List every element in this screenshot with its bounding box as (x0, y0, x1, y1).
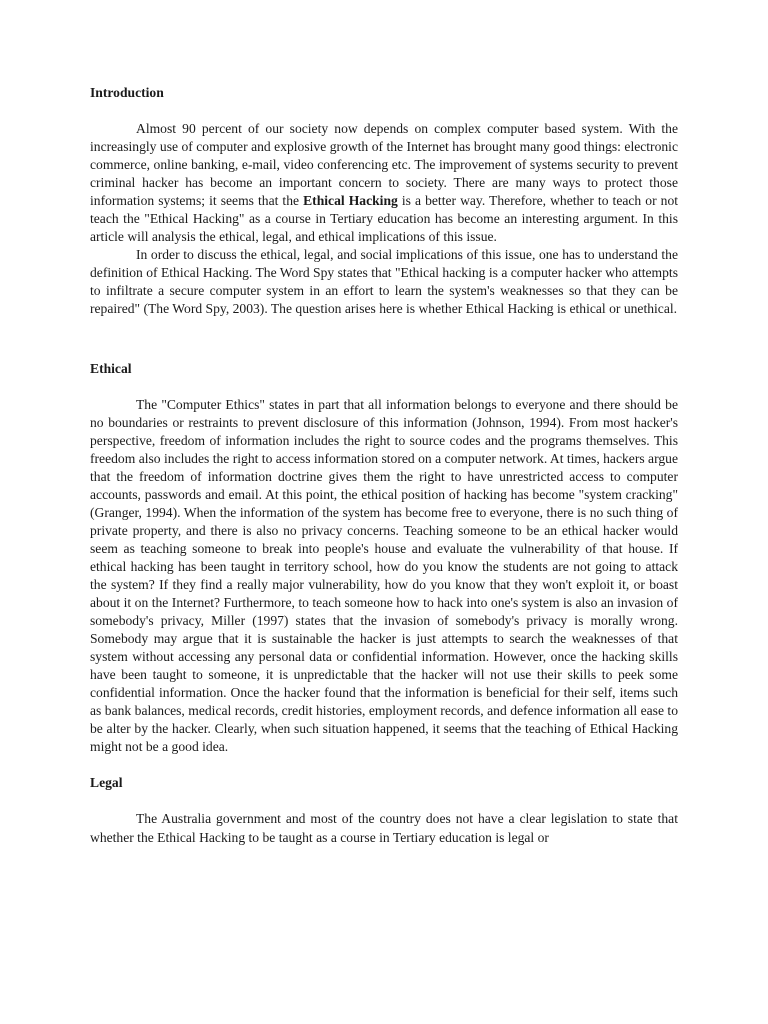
heading-legal: Legal (90, 775, 123, 791)
document-page (90, 84, 678, 847)
intro-paragraph-1-text-a: Almost 90 percent of our society now depends on complex computer based system. With the increasingly use of computer and explosive growth of the Internet has brought many good things: electronic commerce, online banking, e-mail, video conferencing etc. The improvement of systems security to prevent criminal hacker has become an important concern to society. There are many ways to protect those information systems; it seems that the (90, 121, 678, 209)
heading-ethical: Ethical (90, 360, 132, 376)
intro-paragraph-2: In order to discuss the ethical, legal, and social implications of this issue, one has to understand the definition of Ethical Hacking. The Word Spy states that "Ethical hacking is a computer hacker who attempts to infiltrate a secure computer system in an effort to learn the system's weaknesses so that they can be repaired" (The Word Spy, 2003). The question arises here is whether Ethical Hacking is ethical or unethical. (90, 247, 678, 317)
ethical-paragraph-1: The "Computer Ethics" states in part that all information belongs to everyone and there should be no boundaries or restraints to prevent disclosure of this information (Johnson, 1994). From most hacker's perspective, freedom of information includes the right to source codes and the programs themselves. This freedom also includes the right to access information stored on a computer network. At times, hackers argue that the freedom of information doctrine gives them the right to have unrestricted access to computer accounts, passwords and email. At this point, the ethical position of hacking has become "system cracking" (Granger, 1994). When the information of the system has become free to everyone, there is no such thing of private property, and there is also no privacy concerns. Teaching someone to be an ethical hacker would seem as teaching someone to break into people's house and evaluate the vulnerability of that house. If ethical hacking has been taught in territory school, how do you know the students are not going to attack the system? If they find a really major vulnerability, how do you know that they won't exploit it, or boast about it on the Internet? Furthermore, to teach someone how to hack into one's system is also an invasion of somebody's privacy, Miller (1997) states that the invasion of somebody's privacy is morally wrong. Somebody may argue that it is sustainable the hacker is just attempts to search the weaknesses of that system without accessing any personal data or confidential information. However, once the hacking skills have been taught to someone, it is unpredictable that the hacker will not use their skills to peek some confidential information. Once the hacker found that the information is beneficial for their self, items such as bank balances, medical records, credit histories, employment records, and defence information all ease to be alter by the hacker. Clearly, when such situation happened, it seems that the teaching of Ethical Hacking might not be a good idea. (90, 396, 678, 755)
legal-paragraph-1: The Australia government and most of the country does not have a clear legislation to state that whether the Ethical Hacking to be taught as a course in Tertiary education is legal or (90, 811, 678, 845)
ethical-hacking-bold-term: Ethical Hacking (303, 193, 398, 209)
intro-paragraph-1-text-b: is a better way. Therefore, whether to teach or not teach the "Ethical Hacking" as a course in Tertiary education has become an interesting argument. In this article will analysis the ethical, legal, and ethical implications of this issue. (90, 193, 679, 245)
heading-introduction: Introduction (90, 85, 164, 100)
intro-paragraph-1 (90, 120, 678, 246)
